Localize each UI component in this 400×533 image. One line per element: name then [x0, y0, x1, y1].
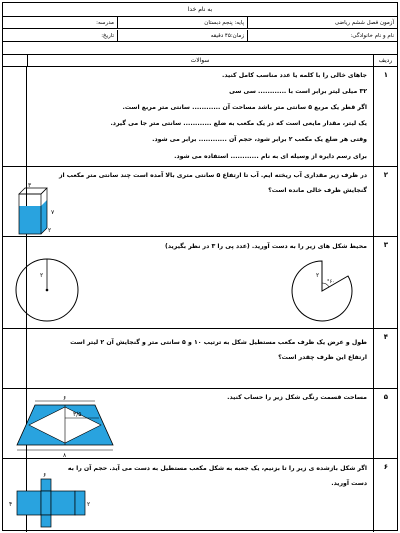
question-line: دست آورید. [331, 480, 367, 487]
questions-column-heading: سوالات [190, 57, 210, 64]
radius-label: ۲ [40, 272, 44, 279]
dim-label: ۲ [87, 501, 91, 508]
question-number: ۴ [383, 333, 388, 341]
exam-sheet [2, 2, 398, 531]
header-row-2 [3, 30, 397, 42]
dim-label: ۷ [51, 209, 55, 216]
question-number: ۲ [383, 171, 388, 179]
date-label: تاریخ: [101, 33, 114, 39]
dim-label: ۴ [9, 501, 13, 508]
question-line: گنجایش ظرف خالی مانده است؟ [268, 187, 367, 194]
bismillah-line: به نام خدا [3, 3, 397, 17]
angle-label: °۶۰ [327, 279, 335, 285]
dim-label: ۶ [43, 473, 47, 479]
header-row-1 [3, 17, 397, 29]
radius-label: ۲ [316, 272, 320, 279]
student-name-label: نام و نام خانوادگی: [350, 33, 394, 39]
bottom-label: ۸ [63, 452, 67, 459]
sector-figure [288, 255, 358, 327]
header-spacer [3, 43, 397, 55]
top-label: ۶ [63, 395, 67, 402]
water-container-figure [11, 182, 61, 237]
question-2 [3, 167, 397, 237]
question-line: ارتفاع این ظرف چقدر است؟ [278, 354, 367, 361]
grade-label: پایه: پنجم دبستان [204, 20, 244, 26]
question-line: اگر شکل بازشده ی زیر را تا بزنیم، یک جعبه به شکل مکعب مستطیل به دست می آید. حجم آن را به [67, 465, 367, 472]
question-3 [3, 237, 397, 329]
inner-label: ۳/۵ [73, 411, 82, 418]
question-1 [3, 67, 397, 167]
fill-blank-line: یک لیتر، مقدار مایعی است که در یک مکعب به ضلع ............ سانتی متر جا می گیرد. [110, 120, 367, 127]
dim-label: ۳ [28, 182, 32, 189]
question-5 [3, 389, 397, 459]
fill-blank-line: اگر قطر یک مربع ۵ سانتی متر باشد مساحت آن ............ سانتی متر مربع است. [122, 104, 367, 111]
duration-label: زمان:۴۵ دقیقه [210, 33, 244, 39]
question-line: در ظرف زیر مقداری آب ریخته ایم. آب تا ارتفاع ۵ سانتی متری بالا آمده است چند سانتی متر مکعب از [58, 172, 367, 179]
question-title: محیط شکل های زیر را به دست آورید. (عدد پی را ۳ در نظر بگیرید) [165, 243, 367, 250]
row-column-heading: ردیف [373, 55, 397, 67]
question-number: ۵ [383, 393, 388, 401]
question-number: ۱ [383, 71, 388, 79]
fill-blank-line: ۳۲ میلی لیتر برابر است با ............ سی سی [229, 88, 367, 95]
fill-blank-line: برای رسم دایره از وسیله ای به نام ............ استفاده می شود. [174, 153, 367, 160]
circle-figure [9, 255, 89, 327]
question-number: ۶ [383, 463, 388, 471]
question-title: مساحت قسمت رنگی شکل زیر را حساب کنید. [227, 394, 367, 401]
fill-blank-line: وقتی هر ضلع یک مکعب ۲ برابر شود، حجم آن ............ برابر می شود. [152, 136, 367, 143]
question-number: ۳ [383, 241, 388, 249]
school-label: مدرسه: [96, 20, 114, 26]
dim-label: ۲ [48, 227, 52, 234]
question-4 [3, 329, 397, 389]
question-line: طول و عرض یک ظرف مکعب مستطیل شکل به ترتیب ۱۰ و ۵ سانتی متر و گنجایش آن ۲ لیتر است [70, 339, 367, 346]
cube-net-figure [7, 473, 117, 531]
exam-title: آزمون فصل ششم ریاضی [334, 20, 394, 26]
column-headings [3, 55, 397, 67]
question-title: جاهای خالی را با کلمه یا عدد مناسب کامل کنید. [222, 72, 367, 79]
trapezoid-figure [9, 393, 119, 459]
question-6 [3, 459, 397, 532]
